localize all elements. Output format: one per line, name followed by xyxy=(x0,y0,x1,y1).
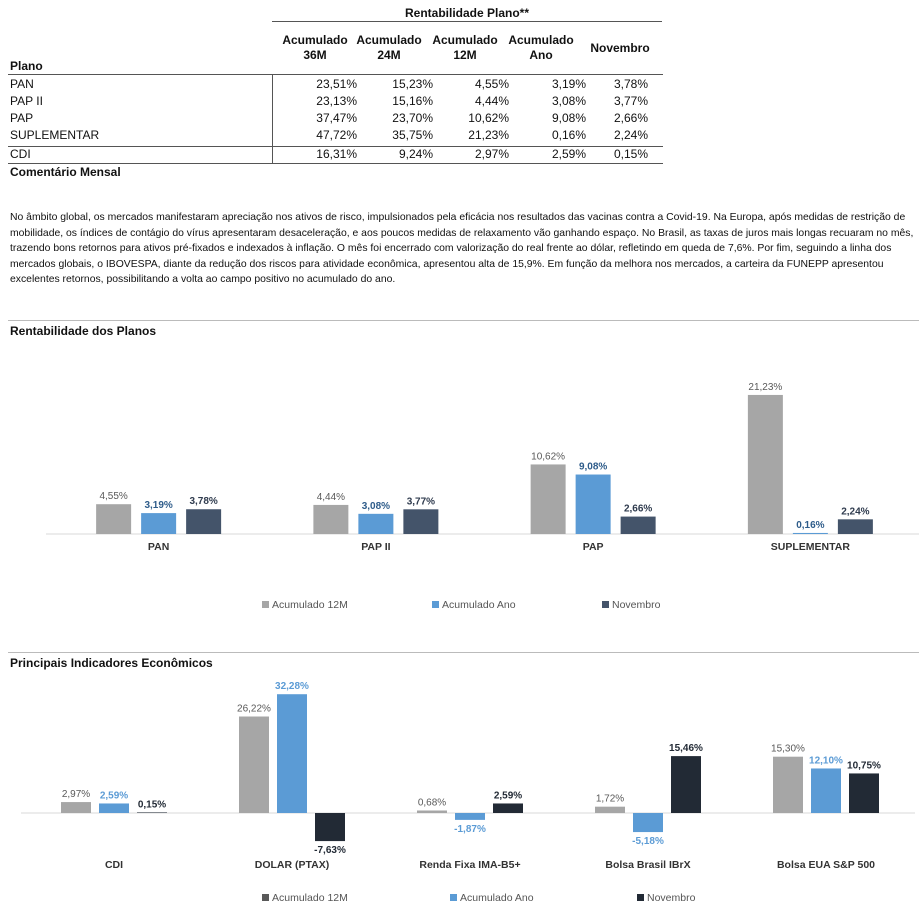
data-label: 2,97% xyxy=(61,789,91,801)
data-label: 4,44% xyxy=(316,491,346,503)
data-label: 2,59% xyxy=(493,790,523,802)
data-label: 0,68% xyxy=(417,797,447,809)
bar xyxy=(96,504,131,534)
chart-indicadores-economicos xyxy=(0,670,919,919)
bar xyxy=(141,513,176,534)
table-row: PAN 23,51% 15,23% 4,55% 3,19% 3,78% xyxy=(10,77,648,91)
category-label: SUPLEMENTAR xyxy=(770,541,850,553)
data-label: 1,72% xyxy=(595,793,625,805)
data-label: 0,15% xyxy=(137,799,167,811)
data-label: 3,08% xyxy=(361,500,391,512)
table-rule xyxy=(272,21,662,22)
comment-text: No âmbito global, os mercados manifestaram apreciação nos ativos de risco, impulsionados pela eficácia nos resultados das vacinas contra a Covid-19. Na Europa, após medidas de restrição de mobilidade, os índices de contágio do vírus apresentaram desaceleração, e aos poucos medidas de relaxamento vão ganhando espaço. No Brasil, as taxas de juros mais longas recuaram no mês, trazendo bons retornos para ativos pré-fixados e indexados à inflação. O mês foi encerrado com valorização do real frente ao dólar, refletindo em queda de 7,6%. Por fim, seguindo a linha dos mercados globais, o IBOVESPA, diante da redução dos riscos para atividade econômica, apresentou alta de 15,9%. Em função da melhora nos mercados, a carteira da FUNEPP apresentou excelentes retornos, possibilitando a volta ao campo positivo no acumulado do ano. xyxy=(10,212,914,286)
bar xyxy=(838,519,873,534)
data-label: -5,18% xyxy=(632,836,664,848)
bar xyxy=(61,802,91,813)
bar xyxy=(137,812,167,813)
bar xyxy=(417,810,447,813)
data-label: 9,08% xyxy=(578,461,608,473)
category-label: PAN xyxy=(147,541,170,553)
data-label: 10,62% xyxy=(531,451,566,463)
bar xyxy=(99,803,129,813)
col-header-novembro: Novembro xyxy=(590,41,650,55)
legend-entry: Novembro xyxy=(647,892,696,904)
data-label: 3,78% xyxy=(189,496,218,508)
data-label: -1,87% xyxy=(454,823,486,835)
section-rule xyxy=(8,320,919,321)
section-rule xyxy=(8,652,919,653)
table-row: SUPLEMENTAR 47,72% 35,75% 21,23% 0,16% 2,24% xyxy=(10,128,648,142)
bar xyxy=(455,813,485,820)
bar xyxy=(239,717,269,813)
table-rule xyxy=(8,74,663,75)
data-label: 3,77% xyxy=(406,496,436,508)
data-label: 2,66% xyxy=(623,503,653,515)
category-label: Renda Fixa IMA-B5+ xyxy=(419,859,521,871)
col-header-ano: Acumulado Ano xyxy=(508,33,574,62)
comment-title: Comentário Mensal xyxy=(10,165,121,179)
bar xyxy=(633,813,663,832)
legend-swatch xyxy=(262,601,269,608)
bar xyxy=(748,395,783,534)
chart2-title: Principais Indicadores Econômicos xyxy=(10,656,213,670)
table-row: CDI 16,31% 9,24% 2,97% 2,59% 0,15% xyxy=(10,147,648,161)
bar xyxy=(595,807,625,813)
chart-rentabilidade-planos xyxy=(0,340,919,630)
table-divider xyxy=(272,74,273,163)
data-label: 2,59% xyxy=(99,790,129,802)
legend-swatch xyxy=(262,894,269,901)
chart1-title: Rentabilidade dos Planos xyxy=(10,324,157,338)
category-label: PAP II xyxy=(361,541,391,553)
legend-swatch xyxy=(450,894,457,901)
col-header-24m: Acumulado 24M xyxy=(356,33,422,62)
data-label: 3,19% xyxy=(144,500,173,512)
table-row: PAP II 23,13% 15,16% 4,44% 3,08% 3,77% xyxy=(10,94,648,108)
legend-entry: Acumulado Ano xyxy=(442,599,516,611)
category-label: PAP xyxy=(582,541,604,553)
table-title: Rentabilidade Plano** xyxy=(404,6,530,20)
data-label: 15,30% xyxy=(771,743,805,755)
plano-header: Plano xyxy=(10,59,43,73)
bar xyxy=(531,464,566,534)
legend-swatch xyxy=(432,601,439,608)
data-label: 12,10% xyxy=(809,755,843,767)
legend-swatch xyxy=(602,601,609,608)
bar xyxy=(277,694,307,813)
data-label: 32,28% xyxy=(275,681,309,693)
data-label: 10,75% xyxy=(847,760,881,772)
bar xyxy=(621,517,656,534)
bar xyxy=(849,773,879,813)
bar xyxy=(186,509,221,534)
legend-swatch xyxy=(637,894,644,901)
bar xyxy=(403,509,438,534)
col-header-36m: Acumulado 36M xyxy=(282,33,348,62)
col-header-12m: Acumulado 12M xyxy=(432,33,498,62)
data-label: 21,23% xyxy=(748,381,783,393)
table-row: PAP 37,47% 23,70% 10,62% 9,08% 2,66% xyxy=(10,111,648,125)
data-label: -7,63% xyxy=(314,845,346,857)
data-label: 2,24% xyxy=(841,506,870,518)
bar xyxy=(773,757,803,813)
bar xyxy=(313,505,348,534)
bar xyxy=(793,533,828,534)
category-label: CDI xyxy=(104,859,124,871)
category-label: Bolsa EUA S&P 500 xyxy=(776,859,876,871)
data-label: 0,16% xyxy=(796,519,825,531)
bar xyxy=(315,813,345,841)
legend-entry: Acumulado 12M xyxy=(272,599,348,611)
table-rule xyxy=(8,163,663,164)
data-label: 15,46% xyxy=(669,743,703,755)
legend-entry: Acumulado Ano xyxy=(460,892,534,904)
data-label: 26,22% xyxy=(237,703,271,715)
category-label: Bolsa Brasil IBrX xyxy=(605,859,691,871)
bar xyxy=(671,756,701,813)
bar xyxy=(576,475,611,534)
legend-entry: Novembro xyxy=(612,599,661,611)
bar xyxy=(358,514,393,534)
data-label: 4,55% xyxy=(99,491,128,503)
bar xyxy=(493,803,523,813)
category-label: DOLAR (PTAX) xyxy=(254,859,330,871)
bar xyxy=(811,768,841,813)
legend-entry: Acumulado 12M xyxy=(272,892,348,904)
